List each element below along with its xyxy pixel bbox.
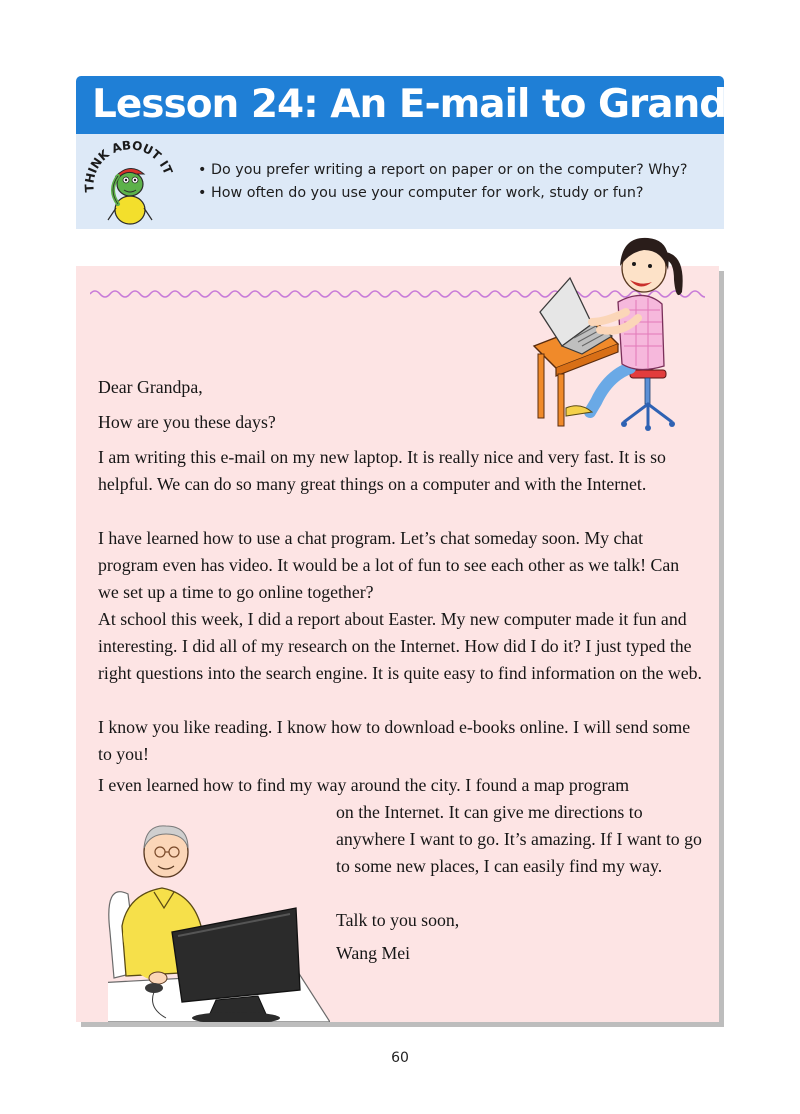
letter-paragraph: I am writing this e-mail on my new laptop. It is really nice and very fast. It is so helpful. We can do so many great things on a computer and with the Internet. — [98, 447, 666, 494]
think-question: • How often do you use your computer for work, study or fun? — [198, 182, 687, 205]
letter-signature: Wang Mei — [336, 943, 411, 963]
think-question: • Do you prefer writing a report on paper or on the computer? Why? — [198, 159, 687, 182]
letter-paragraph: I know you like reading. I know how to download e-books online. I will send some to you! — [98, 717, 691, 764]
think-about-it-box — [76, 134, 724, 229]
page-number: 60 — [391, 1050, 409, 1066]
think-about-it-lizard-icon — [80, 138, 180, 226]
think-questions-list — [198, 159, 687, 205]
letter-paragraph: I have learned how to use a chat program. Let’s chat someday soon. My chat program even has video. It would be a lot of fun to see each other as we talk! Can we set up a time to go online together? — [98, 528, 680, 602]
grandpa-at-computer-illustration — [108, 822, 330, 1022]
letter-paragraph: At school this week, I did a report about Easter. My new computer made it fun and interesting. I did all of my research on the Internet. How did I do it? I just typed the right questions into the search engine. It is quite easy to find information on the web. — [98, 609, 702, 683]
think-about-it-label: THINK ABOUT IT — [82, 138, 176, 193]
letter-paragraph: How are you these days? — [98, 412, 276, 432]
lesson-title-bar — [76, 76, 779, 134]
letter-greeting: Dear Grandpa, — [98, 377, 203, 397]
letter-paragraph: I even learned how to find my way around the city. I found a map program — [98, 775, 630, 795]
letter-paragraph: on the Internet. It can give me directions to anywhere I want to go. It’s amazing. If I want to go to some new places, I can easily find my way. — [336, 802, 702, 876]
lesson-title: Lesson 24: An E-mail to Grandpa — [92, 82, 779, 127]
girl-with-laptop-illustration — [526, 226, 712, 432]
letter-closing: Talk to you soon, — [336, 910, 460, 930]
